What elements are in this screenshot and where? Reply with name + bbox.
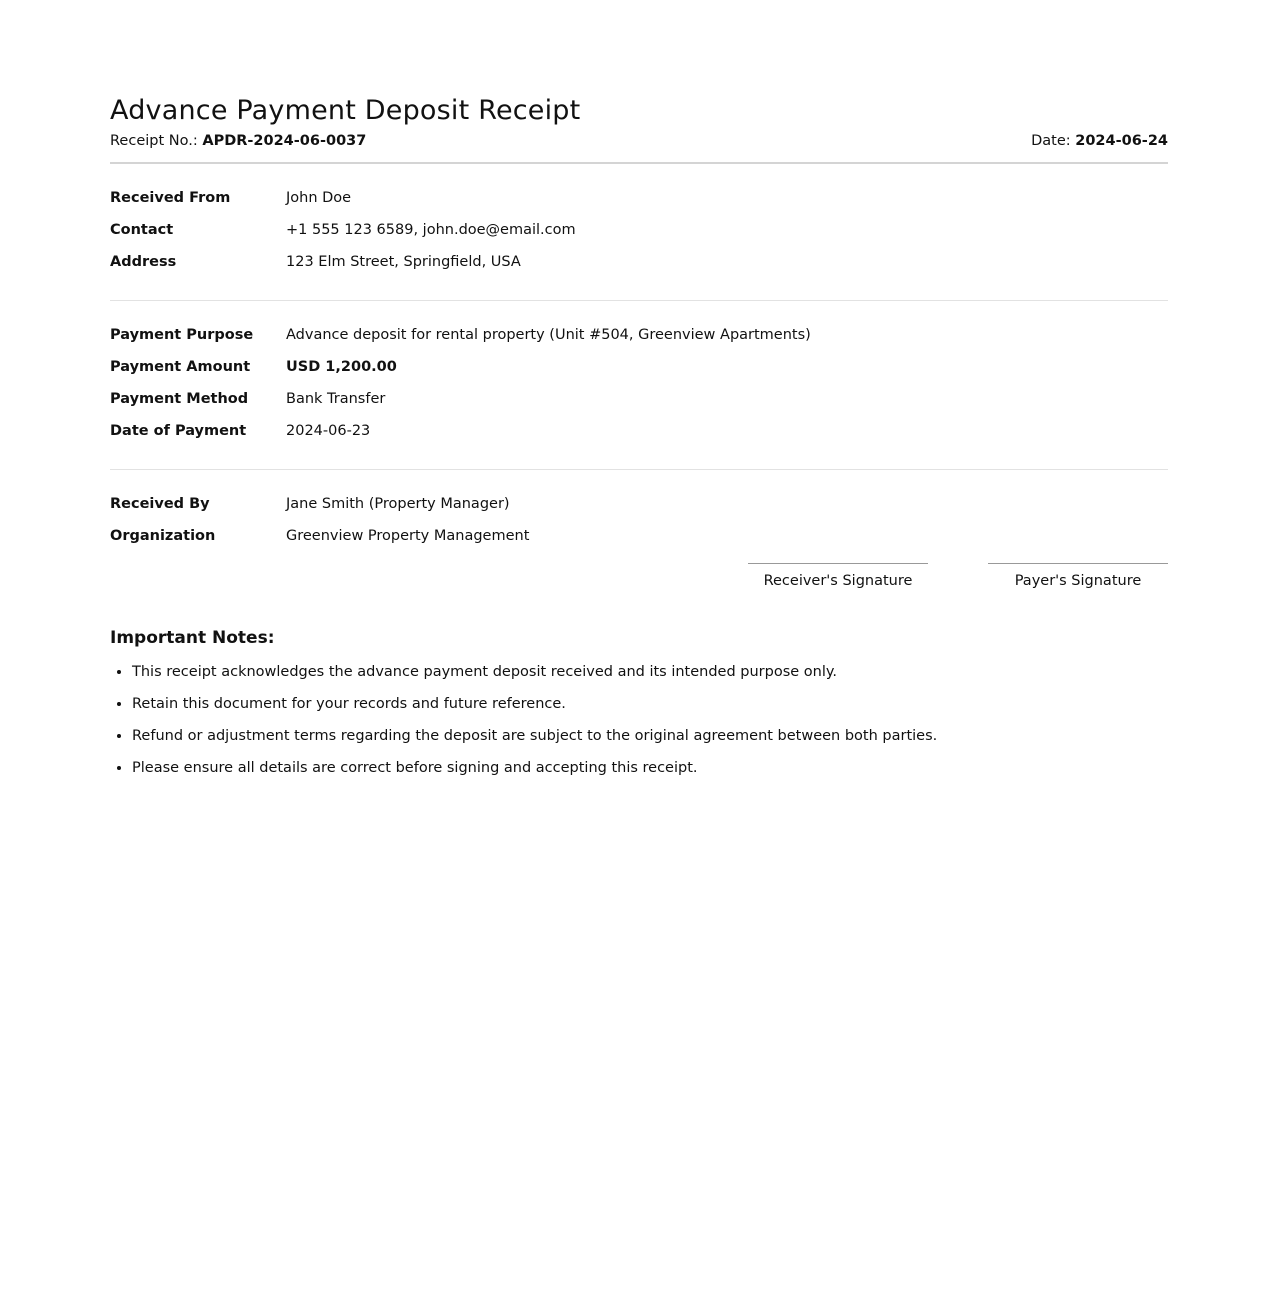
- received-from-label: Received From: [110, 190, 231, 206]
- receiver-signature: Receiver's Signature: [748, 563, 928, 591]
- payer-signature: Payer's Signature: [988, 563, 1168, 591]
- payment-date-label: Date of Payment: [110, 423, 247, 439]
- received-from-row: [110, 188, 1168, 208]
- note-item: • Please ensure all details are correct before signing and accepting this receipt.: [132, 758, 1168, 778]
- payment-purpose-row: [110, 325, 1168, 345]
- payment-method-row: [110, 389, 1168, 409]
- payment-amount-label: Payment Amount: [110, 359, 251, 375]
- receipt-number-label: Receipt No.:: [110, 133, 198, 149]
- received-by-value: Jane Smith (Property Manager): [286, 496, 510, 512]
- payment-date-row: [110, 421, 1168, 441]
- payment-section: [110, 301, 1168, 470]
- received-by-label: Received By: [110, 496, 210, 512]
- payment-method-label: Payment Method: [110, 391, 249, 407]
- organization-label: Organization: [110, 528, 216, 544]
- receipt-number: [110, 131, 366, 151]
- payment-purpose-value: Advance deposit for rental property (Unit #504, Greenview Apartments): [286, 327, 811, 343]
- payment-method-value: Bank Transfer: [286, 391, 386, 407]
- address-row: [110, 252, 1168, 272]
- received-from-value: John Doe: [286, 190, 352, 206]
- receipt-date: [1031, 131, 1168, 151]
- organization-value: Greenview Property Management: [286, 528, 530, 544]
- payment-amount-row: [110, 357, 1168, 377]
- note-item: • Refund or adjustment terms regarding the deposit are subject to the original agreement between both parties.: [132, 726, 1168, 746]
- contact-row: [110, 220, 1168, 240]
- receipt-date-value: 2024-06-24: [1075, 133, 1168, 149]
- signature-block: [110, 563, 1168, 591]
- received-by-row: [110, 494, 1168, 514]
- contact-value: +1 555 123 6589, john.doe@email.com: [286, 222, 576, 238]
- payment-date-value: 2024-06-23: [286, 423, 371, 439]
- receiver-section: [110, 470, 1168, 546]
- receipt-date-label: Date:: [1031, 133, 1071, 149]
- receipt-document: [110, 0, 1168, 778]
- payment-purpose-label: Payment Purpose: [110, 327, 254, 343]
- note-item: • This receipt acknowledges the advance payment deposit received and its intended purpose only.: [132, 662, 1168, 682]
- organization-row: [110, 526, 1168, 546]
- payer-section: [110, 164, 1168, 301]
- page-title: Advance Payment Deposit Receipt: [110, 95, 581, 126]
- payment-amount-value: USD 1,200.00: [286, 359, 397, 375]
- notes-list: [110, 662, 1168, 778]
- address-label: Address: [110, 254, 177, 270]
- contact-label: Contact: [110, 222, 174, 238]
- receipt-meta: [110, 131, 1168, 164]
- receipt-number-value: APDR-2024-06-0037: [202, 133, 367, 149]
- notes-title: Important Notes:: [110, 628, 275, 648]
- address-value: 123 Elm Street, Springfield, USA: [286, 254, 521, 270]
- note-item: • Retain this document for your records and future reference.: [132, 694, 1168, 714]
